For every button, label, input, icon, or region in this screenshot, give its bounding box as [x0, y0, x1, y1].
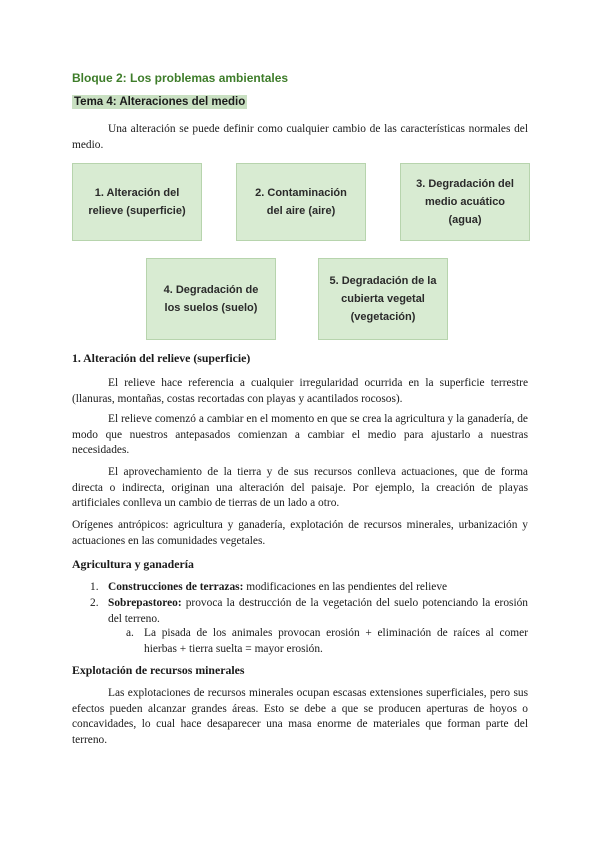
- list-item-terrazas-term: Construcciones de terrazas:: [108, 581, 244, 593]
- intro-paragraph: Una alteración se puede definir como cualquier cambio de las características normales del medio.: [72, 123, 528, 151]
- list-item-sobrepastoreo-text: provoca la destrucción de la vegetación del suelo potenciando la erosión del terreno.: [108, 597, 528, 625]
- list-number-2: 2.: [90, 597, 99, 609]
- topic-title: Tema 4: Alteraciones del medio: [74, 96, 246, 108]
- block-title: Bloque 2: Los problemas ambientales: [72, 71, 289, 85]
- box-agua: 3. Degradación del medio acuático (agua): [400, 163, 530, 241]
- sublist-letter-a: a.: [126, 627, 134, 639]
- agricultura-heading: Agricultura y ganadería: [72, 557, 194, 571]
- box-aire: 2. Contaminación del aire (aire): [236, 163, 366, 241]
- minerales-heading: Explotación de recursos minerales: [72, 663, 245, 677]
- list-item-terrazas: [108, 580, 528, 596]
- box-relieve: 1. Alteración del relieve (superficie): [72, 163, 202, 241]
- list-item-sobrepastoreo: [108, 596, 528, 627]
- minerales-paragraph: Las explotaciones de recursos minerales ocupan escasas extensiones superficiales, pero sus efectos pueden alcanzar grandes áreas. Esto se debe a que se producen aperturas de hoyos o concavidades, lo cual hace desaparecer una masa enorme de materiales que forman parte del terreno.: [72, 687, 528, 746]
- box-vegetacion: 5. Degradación de la cubierta vegetal (vegetación): [318, 258, 448, 340]
- list-item-terrazas-text: modificaciones en las pendientes del relieve: [243, 581, 448, 593]
- box-suelo: 4. Degradación de los suelos (suelo): [146, 258, 276, 340]
- section1-heading: 1. Alteración del relieve (superficie): [72, 351, 251, 365]
- section1-paragraph-3: El aprovechamiento de la tierra y de sus recursos conlleva actuaciones, que de forma directa o indirecta, originan una alteración del paisaje. Por ejemplo, la creación de playas artificiales conlleva un cambio de tierras de un lado a otro.: [72, 466, 528, 509]
- section1-paragraph-1: El relieve hace referencia a cualquier irregularidad ocurrida en la superficie terrestre (llanuras, montañas, costas recortadas con playas y acantilados rocosos).: [72, 377, 528, 405]
- section1-paragraph-4: Orígenes antrópicos: agricultura y ganadería, explotación de recursos minerales, urbanización y actuaciones en las comunidades vegetales.: [72, 519, 528, 547]
- section1-paragraph-2: El relieve comenzó a cambiar en el momento en que se crea la agricultura y la ganadería, de modo que nuestros antepasados comienzan a cambiar el medio para ajustarlo a nuestras necesidades.: [72, 413, 528, 456]
- sublist-item-a: La pisada de los animales provocan erosión + eliminación de raíces al comer hierbas + tierra suelta = mayor erosión.: [144, 627, 528, 655]
- list-number-1: 1.: [90, 581, 99, 593]
- list-item-sobrepastoreo-term: Sobrepastoreo:: [108, 597, 182, 609]
